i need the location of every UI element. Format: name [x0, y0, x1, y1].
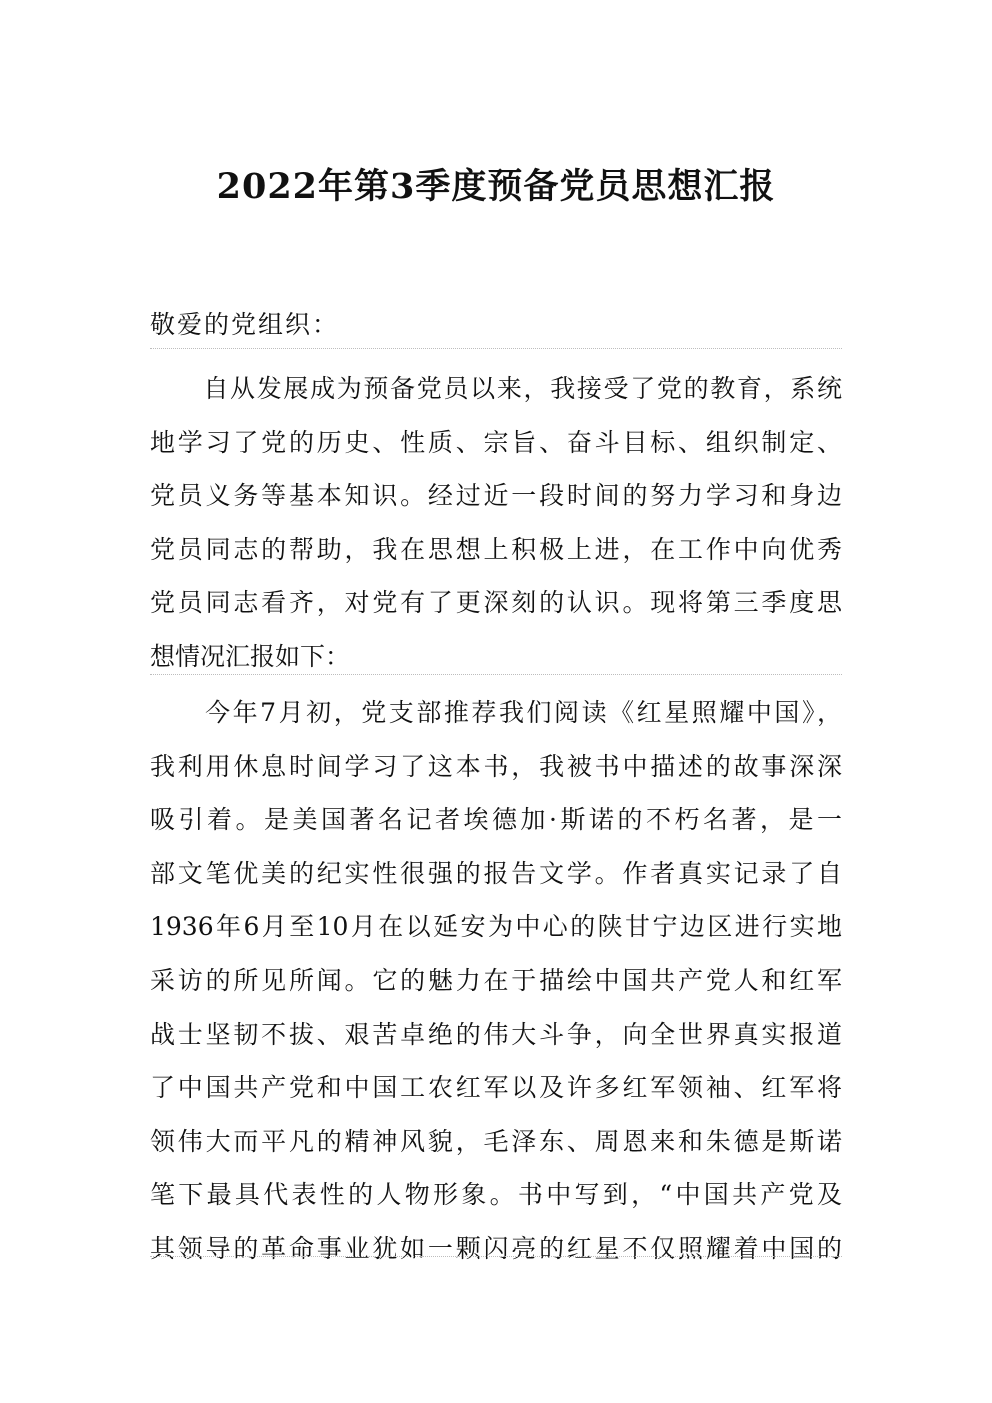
- text-line: 地学习了党的历史、性质、宗旨、奋斗目标、组织制定、: [150, 427, 842, 457]
- document-title: 2022年第3季度预备党员思想汇报: [216, 166, 776, 207]
- section-divider: [150, 1256, 842, 1257]
- text-line: 党员同志的帮助，我在思想上积极上进，在工作中向优秀: [150, 534, 842, 564]
- text-line: 想情况汇报如下：: [150, 641, 351, 671]
- text-line: 部文笔优美的纪实性很强的报告文学。作者真实记录了自: [150, 858, 842, 888]
- text-line: 吸引着。是美国著名记者埃德加·斯诺的不朽名著，是一: [150, 805, 842, 835]
- text-line: 党员义务等基本知识。经过近一段时间的努力学习和身边: [150, 481, 842, 511]
- text-line: 1936年6月至10月在以延安为中心的陕甘宁边区进行实地: [150, 912, 842, 942]
- text-line: 党员同志看齐，对党有了更深刻的认识。现将第三季度思: [150, 588, 842, 618]
- text-line: 我利用休息时间学习了这本书，我被书中描述的故事深深: [150, 751, 842, 781]
- text-line: 今年7月初，党支部推荐我们阅读《红星照耀中国》，: [150, 698, 842, 727]
- text-line: 自从发展成为预备党员以来，我接受了党的教育，系统: [150, 374, 842, 403]
- section-divider: [150, 348, 842, 349]
- section-divider: [150, 674, 842, 675]
- text-line: 采访的所见所闻。它的魅力在于描绘中国共产党人和红军: [150, 965, 842, 995]
- text-line: 了中国共产党和中国工农红军以及许多红军领袖、红军将: [150, 1073, 842, 1103]
- text-line: 其领导的革命事业犹如一颗闪亮的红星不仅照耀着中国的: [150, 1233, 842, 1263]
- paragraph-1: [150, 362, 842, 684]
- text-line: 领伟大而平凡的精神风貌，毛泽东、周恩来和朱德是斯诺: [150, 1126, 842, 1156]
- salutation: 敬爱的党组织：: [150, 310, 340, 339]
- text-line: 战士坚韧不拔、艰苦卓绝的伟大斗争，向全世界真实报道: [150, 1019, 842, 1049]
- paragraph-2: [150, 686, 842, 1276]
- text-line: 笔下最具代表性的人物形象。书中写到，“中国共产党及: [150, 1180, 842, 1210]
